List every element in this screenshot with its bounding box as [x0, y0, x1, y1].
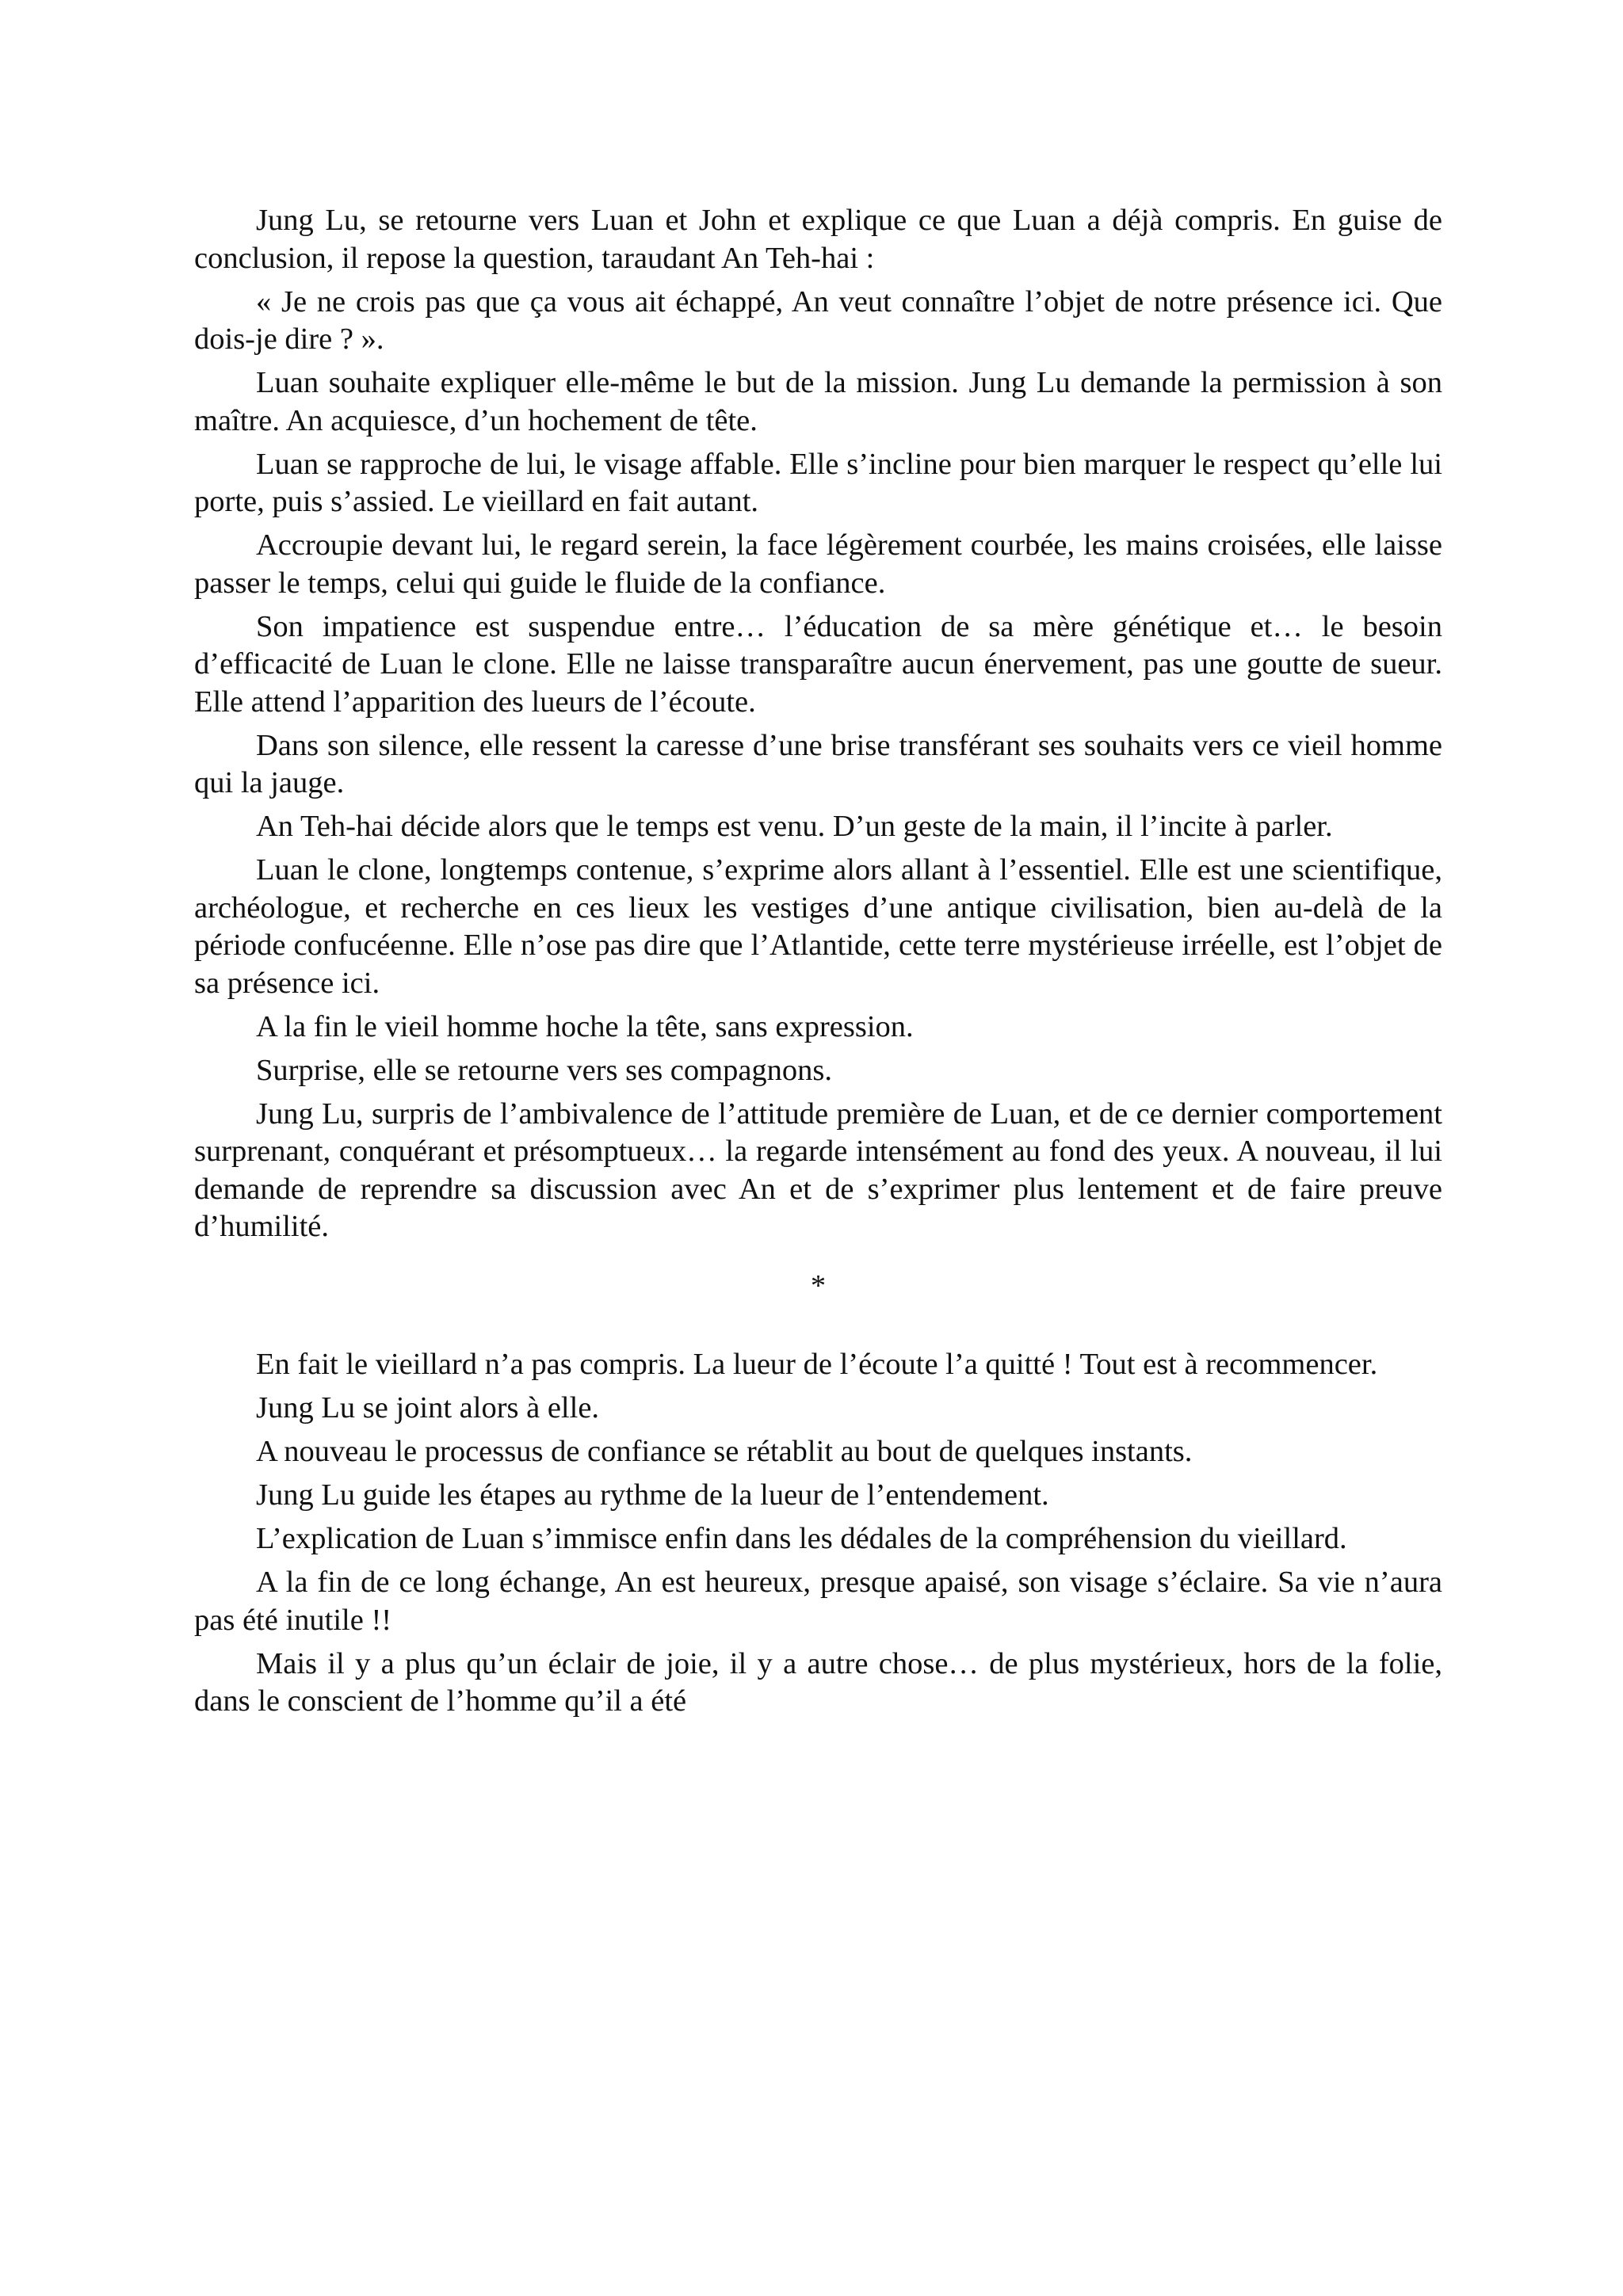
paragraph: Luan le clone, longtemps contenue, s’exprime alors allant à l’essentiel. Elle est une scientifique, archéologue, et recherche en ces lieux les vestiges d’une antique civilisation, bien au-delà de la période confucéenne. Elle n’ose pas dire que l’Atlantide, cette terre mystérieuse irréelle, est l’objet de sa présence ici.: [194, 853, 1442, 1000]
paragraph: Son impatience est suspendue entre… l’éducation de sa mère génétique et… le besoin d’efficacité de Luan le clone. Elle ne laisse transparaître aucun énervement, pas une goutte de sueur. Elle attend l’apparition des lueurs de l’écoute.: [194, 609, 1442, 719]
paragraph: En fait le vieillard n’a pas compris. La lueur de l’écoute l’a quitté ! Tout est à recommencer.: [256, 1348, 1378, 1381]
paragraph: A nouveau le processus de confiance se rétablit au bout de quelques instants.: [256, 1435, 1193, 1468]
paragraph: An Teh-hai décide alors que le temps est venu. D’un geste de la main, il l’incite à parler.: [256, 810, 1333, 843]
paragraph: Dans son silence, elle ressent la caresse d’une brise transférant ses souhaits vers ce vieil homme qui la jauge.: [194, 728, 1442, 799]
paragraph: Luan souhaite expliquer elle-même le but de la mission. Jung Lu demande la permission à son maître. An acquiesce, d’un hochement de tête.: [194, 366, 1442, 437]
paragraph: Jung Lu, se retourne vers Luan et John et explique ce que Luan a déjà compris. En guise de conclusion, il repose la question, taraudant An Teh-hai :: [194, 204, 1442, 275]
paragraph: A la fin le vieil homme hoche la tête, sans expression.: [256, 1009, 914, 1043]
paragraph: « Je ne crois pas que ça vous ait échappé, An veut connaître l’objet de notre présence ici. Que dois-je dire ? ».: [194, 284, 1442, 356]
paragraph: A la fin de ce long échange, An est heureux, presque apaisé, son visage s’éclaire. Sa vie n’aura pas été inutile !!: [194, 1566, 1442, 1637]
paragraph: Luan se rapproche de lui, le visage affable. Elle s’incline pour bien marquer le respect qu’elle lui porte, puis s’assied. Le vieillard en fait autant.: [194, 447, 1442, 518]
paragraph: Jung Lu, surpris de l’ambivalence de l’attitude première de Luan, et de ce dernier comportement surprenant, conquérant et présomptueux… la regarde intensément au fond des yeux. A nouveau, il lui demande de reprendre sa discussion avec An et de s’exprimer plus lentement et de faire preuve d’humilité.: [194, 1097, 1442, 1243]
paragraph: Jung Lu se joint alors à elle.: [256, 1391, 600, 1425]
paragraph: Surprise, elle se retourne vers ses compagnons.: [256, 1053, 833, 1087]
paragraph: Accroupie devant lui, le regard serein, la face légèrement courbée, les mains croisées, elle laisse passer le temps, celui qui guide le fluide de la confiance.: [194, 528, 1442, 600]
paragraph: Jung Lu guide les étapes au rythme de la lueur de l’entendement.: [256, 1478, 1049, 1512]
body-text: [194, 202, 1442, 1726]
section-separator: *: [810, 1268, 827, 1302]
paragraph: L’explication de Luan s’immisce enfin dans les dédales de la compréhension du vieillard.: [256, 1522, 1347, 1555]
paragraph: Mais il y a plus qu’un éclair de joie, il y a autre chose… de plus mystérieux, hors de la folie, dans le conscient de l’homme qu’il a été: [194, 1646, 1442, 1718]
